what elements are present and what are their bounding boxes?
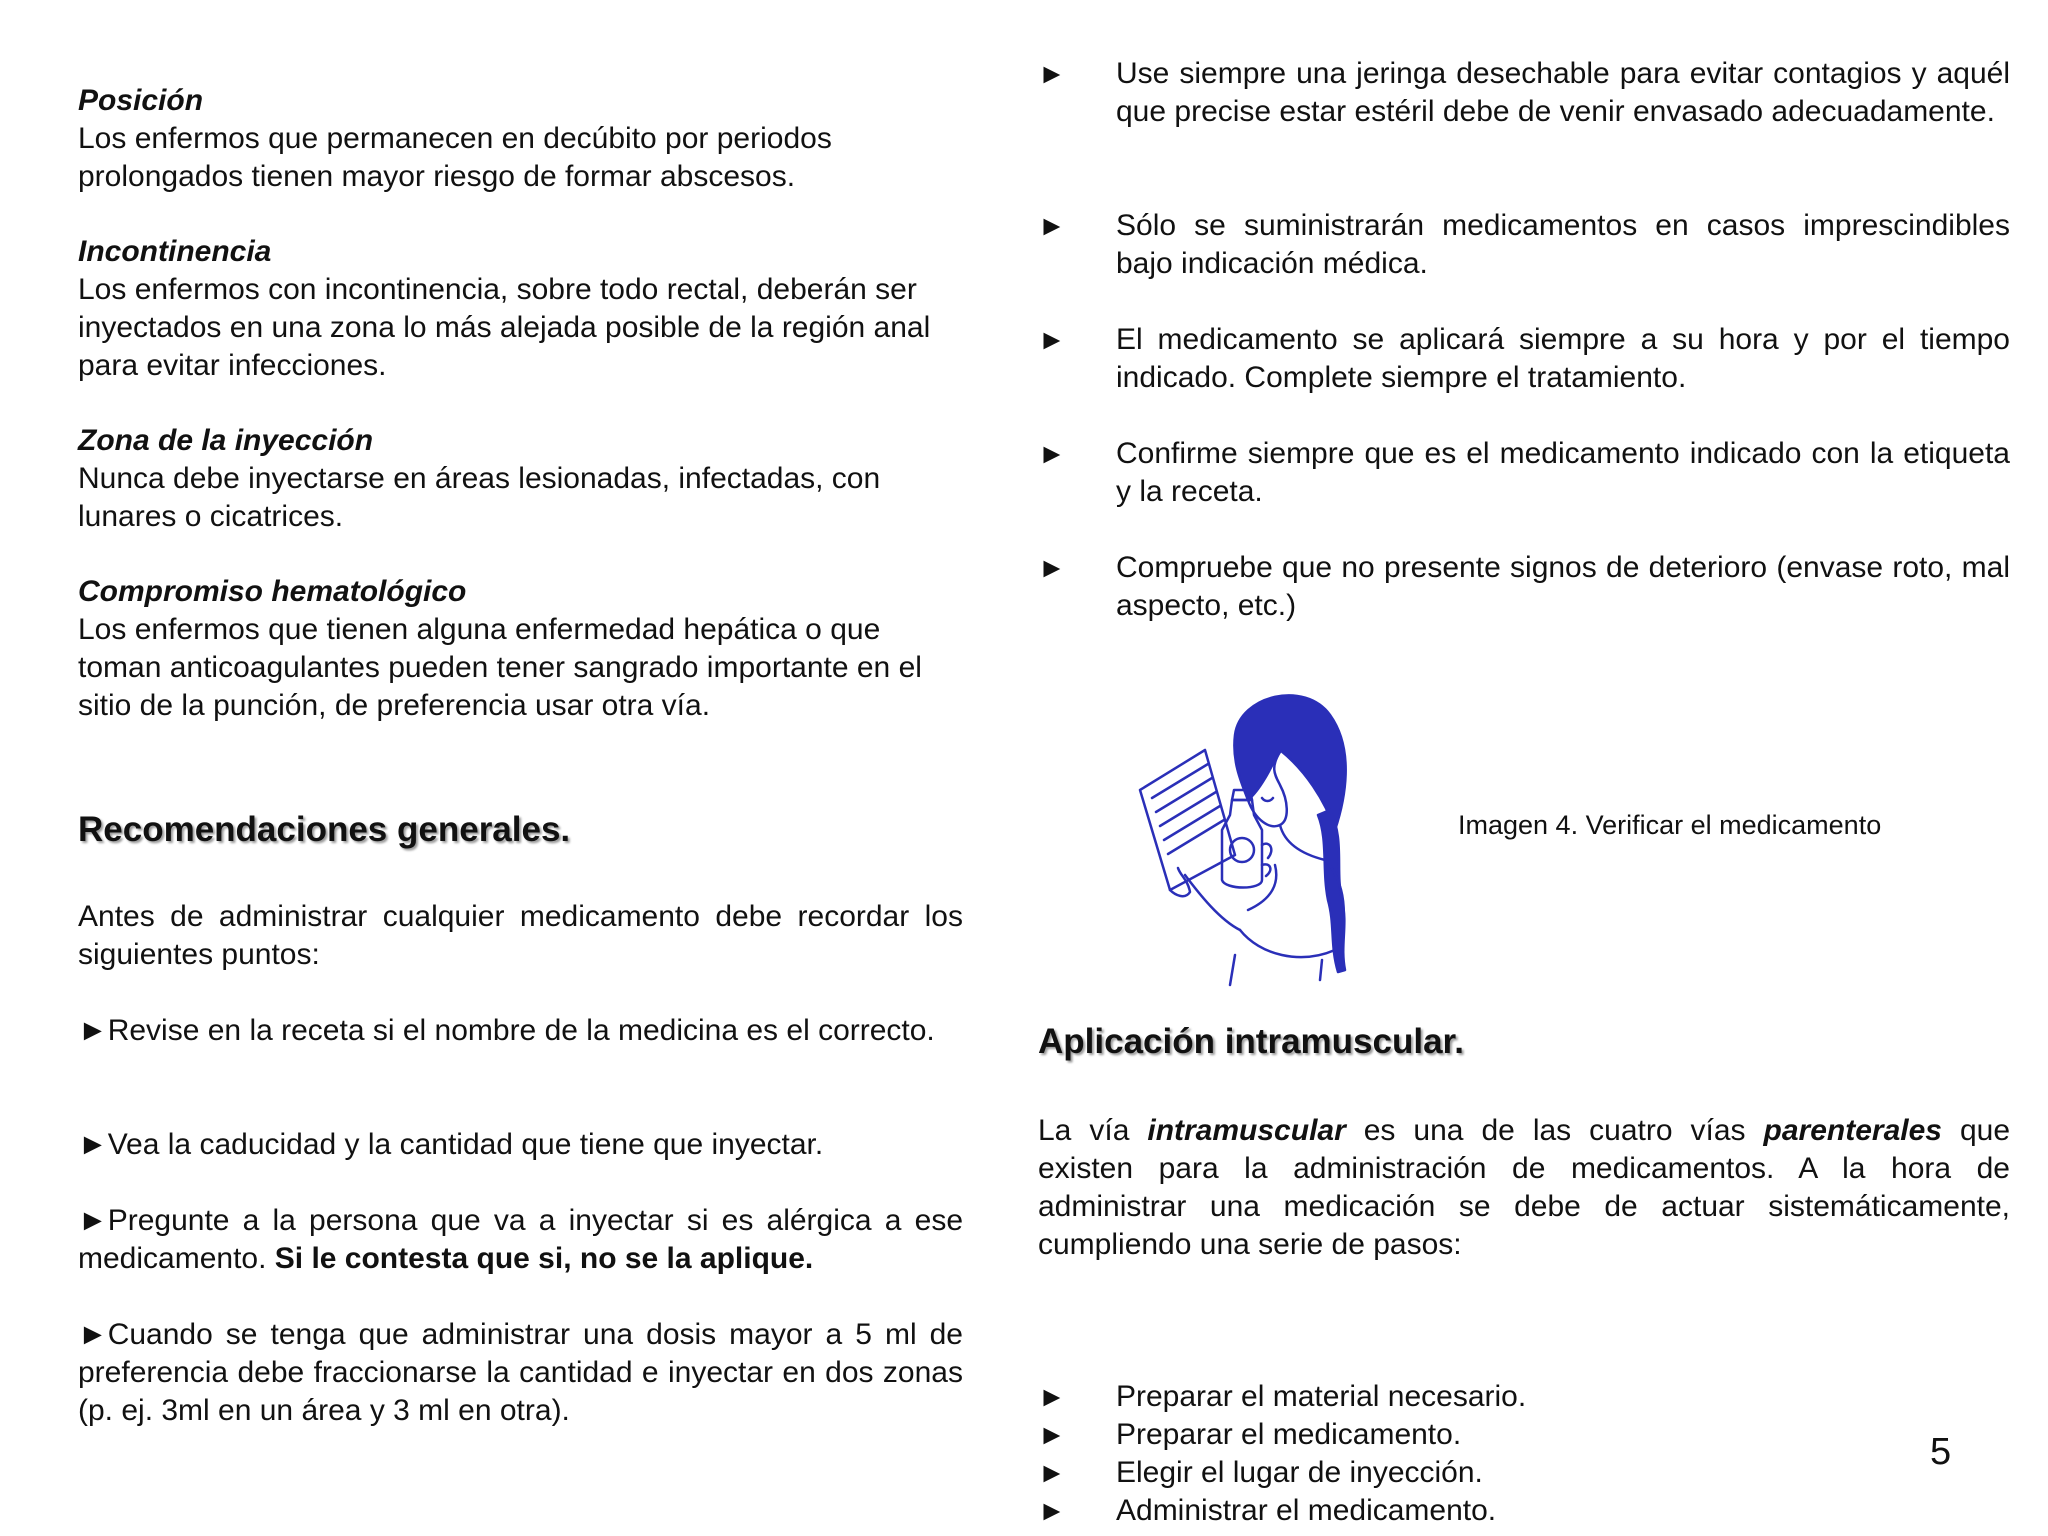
point-warning: Si le contesta que si, no se la aplique. (274, 1242, 814, 1275)
text-run: es una de las cuatro vías (1345, 1114, 1764, 1147)
paragraph: Los enfermos que tienen alguna enfermedad hepática o que toman anticoagulantes pueden tener sangrado importante en el sitio de la punción, de preferencia usar otra vía. (78, 613, 922, 722)
point-item (78, 1202, 963, 1278)
bullet-arrow-icon: ► (78, 1128, 108, 1161)
step-item (1038, 1378, 2010, 1416)
emphasis: parenterales (1763, 1114, 1942, 1147)
bullet-arrow-icon: ► (78, 1014, 108, 1047)
bullet-arrow-icon: ► (1038, 210, 1066, 241)
paragraph: Nunca debe inyectarse en áreas lesionadas, infectadas, con lunares o cicatrices. (78, 462, 881, 533)
text-run: que existen para la administración de medicamentos. A la hora de administrar una medicación se debe de actuar sistemáticamente, cumpliendo una serie de pasos: (1038, 1114, 2011, 1261)
bullet-arrow-icon: ► (1038, 1495, 1066, 1526)
bullet-arrow-icon: ► (1038, 552, 1066, 583)
bullet-text: Compruebe que no presente signos de deterioro (envase roto, mal aspecto, etc.) (1116, 551, 2010, 622)
bullet-item (1038, 549, 2010, 625)
bullet-text: El medicamento se aplicará siempre a su hora y por el tiempo indicado. Complete siempre el tratamiento. (1116, 323, 2010, 394)
page-number: 5 (1930, 1431, 1952, 1473)
bullet-text: Use siempre una jeringa desechable para evitar contagios y aquél que precise estar estéril debe de venir envasado adecuadamente. (1116, 57, 2010, 128)
point-item (78, 1126, 963, 1164)
section-posicion (78, 82, 963, 196)
step-text: Administrar el medicamento. (1116, 1494, 1497, 1527)
intramuscular-section (1038, 1020, 2010, 1064)
bullet-arrow-icon: ► (1038, 1419, 1066, 1450)
point-text: Revise en la receta si el nombre de la medicina es el correcto. (107, 1014, 935, 1047)
paragraph: Antes de administrar cualquier medicamento debe recordar los siguientes puntos: (78, 900, 963, 971)
point-item (78, 1316, 963, 1430)
subheading: Compromiso hematológico (78, 575, 467, 608)
recommendations-section (78, 808, 963, 852)
bullet-arrow-icon: ► (1038, 58, 1066, 89)
paragraph: Los enfermos que permanecen en decúbito por periodos prolongados tienen mayor riesgo de formar abscesos. (78, 122, 832, 193)
subheading: Incontinencia (78, 235, 272, 268)
recommendations-intro (78, 898, 963, 974)
step-text: Preparar el material necesario. (1116, 1380, 1527, 1413)
intramuscular-paragraph (1038, 1112, 2010, 1264)
step-text: Elegir el lugar de inyección. (1116, 1456, 1483, 1489)
bullet-arrow-icon: ► (1038, 1381, 1066, 1412)
section-title: Recomendaciones generales. (78, 810, 571, 849)
step-item (1038, 1454, 2010, 1492)
bullet-arrow-icon: ► (78, 1204, 108, 1237)
paragraph: Los enfermos con incontinencia, sobre todo rectal, deberán ser inyectados en una zona lo más alejada posible de la región anal para evitar infecciones. (78, 273, 931, 382)
bullet-arrow-icon: ► (1038, 438, 1066, 469)
bullet-arrow-icon: ► (1038, 324, 1066, 355)
bullet-arrow-icon: ► (1038, 1457, 1066, 1488)
step-item (1038, 1492, 2010, 1530)
point-item (78, 1012, 963, 1050)
section-zona (78, 422, 963, 536)
bullet-arrow-icon: ► (78, 1318, 108, 1351)
bullet-text: Confirme siempre que es el medicamento indicado con la etiqueta y la receta. (1116, 437, 2010, 508)
figure-caption: Imagen 4. Verificar el medicamento (1458, 810, 1882, 840)
section-incontinencia (78, 233, 963, 385)
emphasis: intramuscular (1147, 1114, 1346, 1147)
text-run: La vía (1038, 1114, 1148, 1147)
bullet-item (1038, 55, 2010, 131)
step-text: Preparar el medicamento. (1116, 1418, 1462, 1451)
point-text: Pregunte a la persona que va a inyectar si es alérgica a ese medicamento. (78, 1204, 963, 1275)
bullet-item (1038, 435, 2010, 511)
bullet-item (1038, 207, 2010, 283)
steps-list (1038, 1378, 2010, 1530)
point-text: Vea la caducidad y la cantidad que tiene que inyectar. (107, 1128, 824, 1161)
section-title: Aplicación intramuscular. (1038, 1022, 1464, 1061)
woman-reading-medicine-label-illustration (1130, 680, 1380, 995)
section-hematologico (78, 573, 963, 725)
subheading: Zona de la inyección (78, 424, 374, 457)
bullet-text: Sólo se suministrarán medicamentos en casos imprescindibles bajo indicación médica. (1116, 209, 2010, 280)
subheading: Posición (78, 84, 204, 117)
point-text: Cuando se tenga que administrar una dosis mayor a 5 ml de preferencia debe fraccionarse la cantidad e inyectar en dos zonas (p. ej. 3ml en un área y 3 ml en otra). (78, 1318, 963, 1427)
bullet-item (1038, 321, 2010, 397)
step-item (1038, 1416, 2010, 1454)
